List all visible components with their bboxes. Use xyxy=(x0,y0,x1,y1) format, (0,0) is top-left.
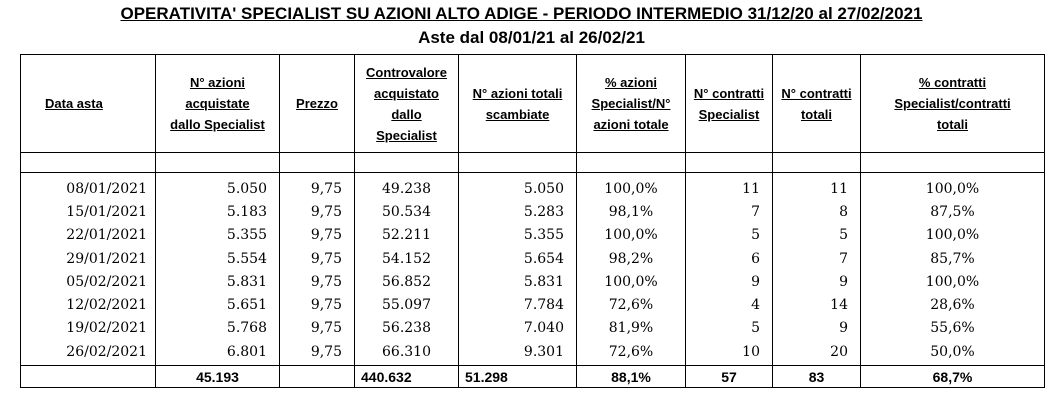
header-line: dallo Specialist xyxy=(170,117,265,132)
contracts-specialist-cell: 5 xyxy=(686,224,773,247)
date-cell: 15/01/2021 xyxy=(21,200,156,223)
pct-shares-cell: 100,0% xyxy=(577,224,686,247)
report-subtitle: Aste dal 08/01/21 al 26/02/21 xyxy=(418,28,645,47)
pct-contracts-cell: 55,6% xyxy=(861,317,1045,340)
shares-cell: 5.183 xyxy=(156,200,280,223)
header-line: totali xyxy=(800,106,833,122)
spacer-row xyxy=(21,153,1045,173)
total-label-cell xyxy=(21,366,156,388)
contracts-total-cell: 11 xyxy=(773,173,861,201)
pct-contracts-cell: 100,0% xyxy=(861,224,1045,247)
price-cell: 9,75 xyxy=(280,293,355,316)
header-line: % azioni xyxy=(604,75,657,90)
table-row xyxy=(21,270,1045,293)
date-cell: 26/02/2021 xyxy=(21,340,156,366)
pct-shares-cell: 98,1% xyxy=(577,200,686,223)
date-cell: 19/02/2021 xyxy=(21,317,156,340)
header-total-shares xyxy=(459,55,577,153)
contracts-specialist-cell: 4 xyxy=(686,293,773,316)
contracts-total-cell: 5 xyxy=(773,224,861,247)
date-cell: 12/02/2021 xyxy=(21,293,156,316)
total-pct-shares: 88,1% xyxy=(577,366,686,388)
contracts-total-cell: 8 xyxy=(773,200,861,223)
value-cell: 66.310 xyxy=(355,340,459,366)
shares-cell: 5.651 xyxy=(156,293,280,316)
contracts-specialist-cell: 7 xyxy=(686,200,773,223)
total-shares: 45.193 xyxy=(156,366,280,388)
header-line: dallo xyxy=(391,106,422,122)
pct-shares-cell: 72,6% xyxy=(577,340,686,366)
header-line: scambiate xyxy=(485,106,550,122)
contracts-total-cell: 7 xyxy=(773,247,861,270)
header-line: totali xyxy=(936,117,969,132)
shares-cell: 5.050 xyxy=(156,173,280,201)
date-cell: 22/01/2021 xyxy=(21,224,156,247)
table-row xyxy=(21,200,1045,223)
table-row xyxy=(21,224,1045,247)
pct-contracts-cell: 85,7% xyxy=(861,247,1045,270)
header-line: acquistato xyxy=(373,85,439,101)
contracts-specialist-cell: 11 xyxy=(686,173,773,201)
contracts-specialist-cell: 10 xyxy=(686,340,773,366)
shares-cell: 5.768 xyxy=(156,317,280,340)
total-traded: 51.298 xyxy=(459,366,577,388)
total-contracts: 83 xyxy=(773,366,861,388)
pct-contracts-cell: 87,5% xyxy=(861,200,1045,223)
header-contracts-total xyxy=(773,55,861,153)
value-cell: 52.211 xyxy=(355,224,459,247)
header-line: Specialist/contratti xyxy=(894,96,1011,111)
shares-cell: 5.355 xyxy=(156,224,280,247)
contracts-specialist-cell: 9 xyxy=(686,270,773,293)
header-pct-shares xyxy=(577,55,686,153)
shares-cell: 5.554 xyxy=(156,247,280,270)
value-cell: 56.238 xyxy=(355,317,459,340)
header-row xyxy=(21,55,1045,153)
header-line: N° contratti xyxy=(693,85,765,101)
total-cell: 5.654 xyxy=(459,247,577,270)
header-shares-bought xyxy=(156,55,280,153)
total-contracts-specialist: 57 xyxy=(686,366,773,388)
header-line: Specialist xyxy=(376,127,437,143)
total-cell: 5.355 xyxy=(459,224,577,247)
value-cell: 49.238 xyxy=(355,173,459,201)
header-pct-contracts xyxy=(861,55,1045,153)
date-cell: 05/02/2021 xyxy=(21,270,156,293)
contracts-total-cell: 9 xyxy=(773,270,861,293)
specialist-table xyxy=(20,54,1045,388)
contracts-specialist-cell: 6 xyxy=(686,247,773,270)
header-price: Prezzo xyxy=(280,55,355,153)
table-row xyxy=(21,340,1045,366)
price-cell: 9,75 xyxy=(280,340,355,366)
pct-contracts-cell: 100,0% xyxy=(861,173,1045,201)
pct-shares-cell: 100,0% xyxy=(577,173,686,201)
contracts-total-cell: 20 xyxy=(773,340,861,366)
date-cell: 08/01/2021 xyxy=(21,173,156,201)
price-cell: 9,75 xyxy=(280,173,355,201)
data-rows xyxy=(21,173,1045,366)
report-title: OPERATIVITA' SPECIALIST SU AZIONI ALTO ADIGE - PERIODO INTERMEDIO 31/12/20 al 27/02/2021 xyxy=(120,4,923,23)
contracts-total-cell: 9 xyxy=(773,317,861,340)
pct-contracts-cell: 50,0% xyxy=(861,340,1045,366)
pct-shares-cell: 98,2% xyxy=(577,247,686,270)
header-line: azioni totale xyxy=(593,117,669,132)
header-date: Data asta xyxy=(21,55,156,153)
total-cell: 9.301 xyxy=(459,340,577,366)
header-line: Specialist/N° xyxy=(591,96,671,111)
header-line: N° azioni totali xyxy=(472,85,563,101)
total-cell: 7.040 xyxy=(459,317,577,340)
header-line: N° azioni xyxy=(189,75,246,90)
pct-shares-cell: 100,0% xyxy=(577,270,686,293)
header-line: acquistate xyxy=(185,96,250,111)
value-cell: 54.152 xyxy=(355,247,459,270)
price-cell: 9,75 xyxy=(280,247,355,270)
header-line: % contratti xyxy=(918,75,987,90)
price-cell: 9,75 xyxy=(280,200,355,223)
total-pct-contracts: 68,7% xyxy=(861,366,1045,388)
value-cell: 56.852 xyxy=(355,270,459,293)
price-cell: 9,75 xyxy=(280,317,355,340)
date-cell: 29/01/2021 xyxy=(21,247,156,270)
table-row xyxy=(21,317,1045,340)
pct-shares-cell: 72,6% xyxy=(577,293,686,316)
price-cell: 9,75 xyxy=(280,270,355,293)
header-line: N° contratti xyxy=(781,85,852,101)
pct-contracts-cell: 28,6% xyxy=(861,293,1045,316)
contracts-total-cell: 14 xyxy=(773,293,861,316)
total-cell: 5.283 xyxy=(459,200,577,223)
table-row xyxy=(21,173,1045,201)
shares-cell: 5.831 xyxy=(156,270,280,293)
header-line: Controvalore xyxy=(366,64,447,80)
pct-contracts-cell: 100,0% xyxy=(861,270,1045,293)
pct-shares-cell: 81,9% xyxy=(577,317,686,340)
total-value: 440.632 xyxy=(355,366,459,388)
table-row xyxy=(21,293,1045,316)
value-cell: 50.534 xyxy=(355,200,459,223)
header-line: Specialist xyxy=(698,106,760,122)
total-price-cell xyxy=(280,366,355,388)
header-contracts-specialist xyxy=(686,55,773,153)
value-cell: 55.097 xyxy=(355,293,459,316)
total-cell: 7.784 xyxy=(459,293,577,316)
shares-cell: 6.801 xyxy=(156,340,280,366)
total-cell: 5.831 xyxy=(459,270,577,293)
header-value xyxy=(355,55,459,153)
price-cell: 9,75 xyxy=(280,224,355,247)
totals-row xyxy=(21,366,1045,388)
contracts-specialist-cell: 5 xyxy=(686,317,773,340)
total-cell: 5.050 xyxy=(459,173,577,201)
table-row xyxy=(21,247,1045,270)
